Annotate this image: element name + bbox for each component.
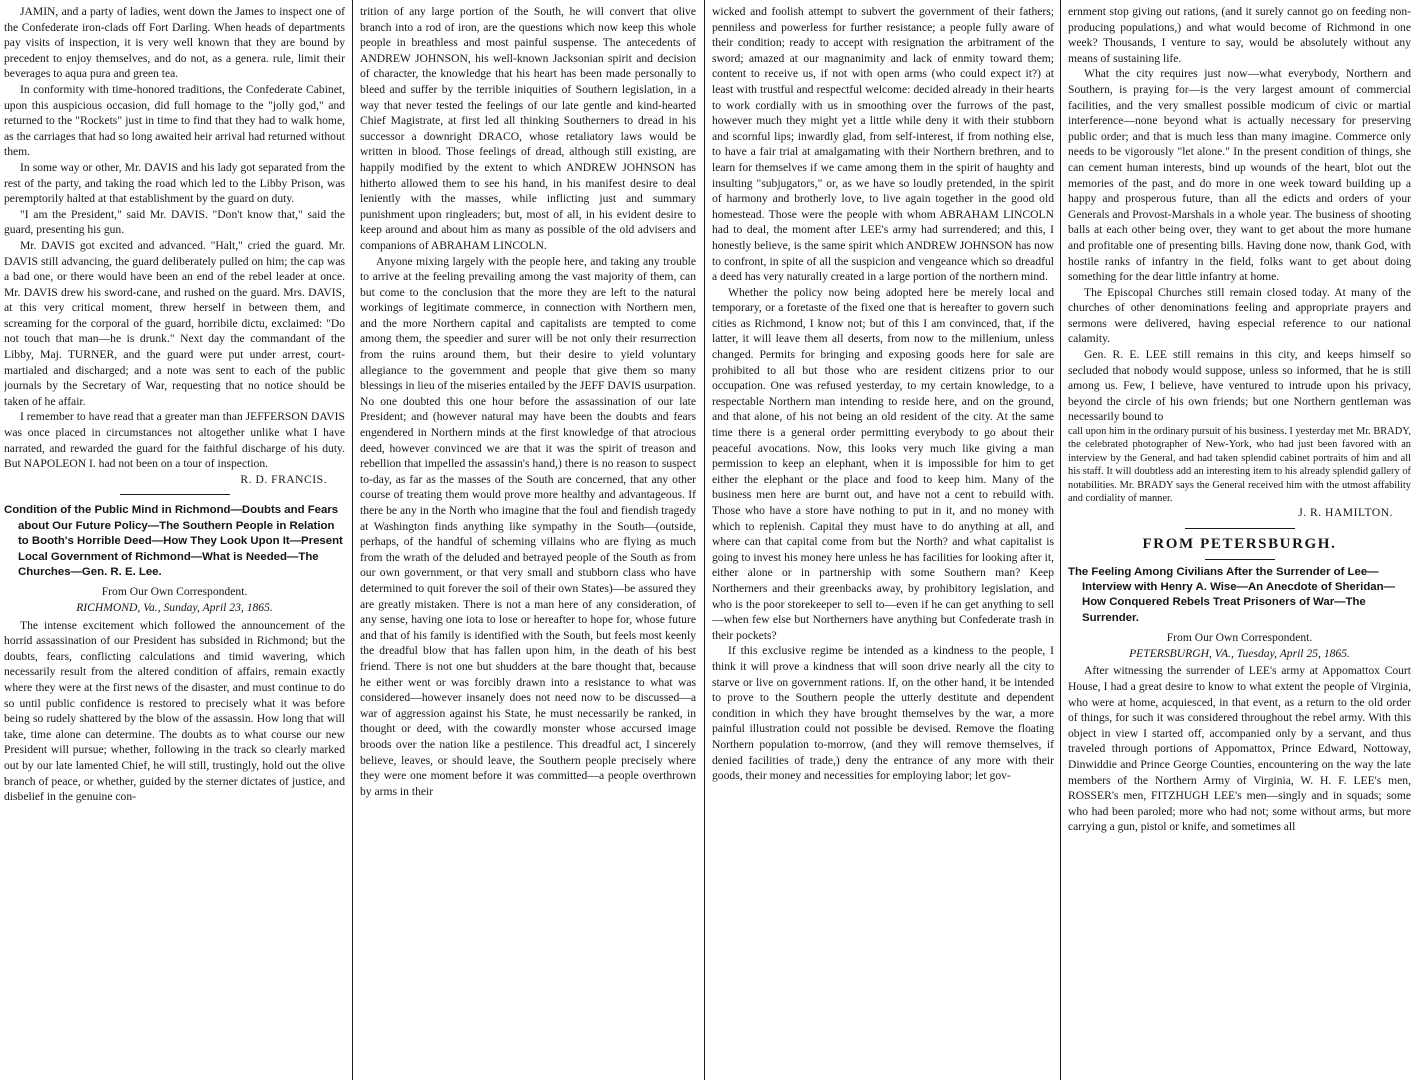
section-divider	[1205, 559, 1275, 560]
article-paragraph: Anyone mixing largely with the people here, and taking any trouble to arrive at the feeling prevailing among the vast majority of them, can but come to the conclusion that the more they are left to the natural workings of legitimate commerce, in connection with Northern men, and the more Northern capital and capitalists are tempted to come among them, the speedier and surer will be not only their resurrection from the ruins around them, but their desire to yield voluntary allegiance to the government and people that give them so many blessings in lieu of the miseries entailed by the JEFF DAVIS usurpation. No one doubted this one hour before the assassination of our late President; and (however natural may have been the doubts and fears engendered in Northern minds at the first knowledge of that atrocious deed, however convinced we are that it was the spirit of treason and rebellion that impelled the assassin's hand,) there is no reason to suspect to-day, as far as the masses of the South are concerned, that any other course of treating them would prove more healthy and advantageous. If there be any in the North who imagine that the foul and fiendish tragedy at Washington finds anything like sympathy in the South—(outside, perhaps, of the handful of scheming villains who are flying as much from the wrath of the deluded and betrayed people of the South as from our own government, or that very small and stubborn class who have determined to quit forever the soil of their own States)—be assured they are greatly mistaken. There is not a man here of any consideration, of any sense, having one iota to lose or hereafter to hope for, whose future and that of his family is identified with the South, but feels most keenly the dreadful blow that has fallen upon him, in the death of his best friend. There is not one but shudders at the bare thought that, because he either went or was forcibly drawn into a resistance to what was considered—however insanely does not need now to be discussed—a war of aggression against his State, he must necessarily be ranked, in thought or deed, with the cowardly monster whose accursed image broods over the nation like a pestilence. This dreadful act, I sincerely believe, leaves, or should leave, the Southern people precisely where they were one moment before it was committed—a people overthrown by arms in their	[360, 254, 696, 798]
article-paragraph: trition of any large portion of the South, he will convert that olive branch into a rod of iron, are the questions which now keep this whole people in breathless and most painful suspense. The antecedents of ANDREW JOHNSON, his well-known Jacksonian spirit and decision of character, the knowledge that his heart has been made personally to bleed and suffer by the terrible iniquities of Southern legislation, in a way that never tested the feelings of our late gentle and kind-hearted Chief Magistrate, at first led all thinking Southerners to dread in his successor a downright DRACO, whose retaliatory laws would be written in blood. Those feelings of dread, although still existing, are happily modified by the extent to which ANDREW JOHNSON has hitherto allowed them to see his hand, in his manifest desire to deal leniently with the masses, while inflicting just and summary punishment upon ringleaders; but, most of all, in his evident desire to keep around and about him as many as possible of the old advisers and companions of ABRAHAM LINCOLN.	[360, 5, 696, 252]
article-paragraph: "I am the President," said Mr. DAVIS. "Don't know that," said the guard, presenting his gun.	[4, 207, 345, 237]
section-banner: FROM PETERSBURGH.	[1142, 536, 1337, 553]
column-1	[4, 4, 345, 1080]
column-rule	[352, 0, 353, 1080]
article-paragraph: The Episcopal Churches still remain closed today. At many of the churches of other denominations feeling and appropriate prayers and sermons were delivered, having especial reference to our national calamity.	[1068, 285, 1411, 346]
column-4	[1068, 4, 1411, 1080]
column-3	[712, 4, 1054, 1080]
article-paragraph: After witnessing the surrender of LEE's army at Appomattox Court House, I had a great desire to know to what extent the people of Virginia, who were at home, acquiesced, in that event, as a return to the old order of things, for such it was considered throughout the rebel army. With this object in view I started off, accompanied only by a servant, and thus traveled through portions of Appomattox, Prince Edward, Nottoway, Dinwiddie and Prince George Counties, encountering on the way the late members of the Northern Army of Virginia, W. H. F. LEE's men, ROSSER's men, FITZHUGH LEE's men—singly and in squads; some who had been paroled; more who had not; some without arms, but more carrying a gun, pistol or knife, and sometimes all	[1068, 664, 1411, 834]
article-paragraph: If this exclusive regime be intended as a kindness to the people, I think it will prove a kindness that will soon drive nearly all the city to starve or live on government rations. If, on the other hand, it be intended to prove to the Southern people the utterly destitute and dependent condition in which they have brought themselves by the war, a more painful illustration could not possible be devised. Remove the floating Northern population to-morrow, (and they will remove themselves, if denied facilities of trade,) deny the entrance of any more with their goods, their money and necessities for employing labor; let gov-	[712, 644, 1054, 783]
article-paragraph: What the city requires just now—what everybody, Northern and Southern, is praying for—is the very largest amount of commercial facilities, and the very smallest possible modicum of civic or martial interference—none beyond what is actually necessary for preserving public order; and that is much less than many imagine. Commerce only needs to be vigorously "let alone." In the present condition of things, she can cement human interests, bind up wounds of the heart, blot out the memories of the past, and do more in one week toward building up a happy and prosperous future, than all the edicts and orders of your Generals and Provost-Marshals in a whole year. The business of shooting balls at each other being over, they want to get about the more humane and profitable one of presenting bills. Having done now, thank God, with hostile ranks of infantry in the field, folks want to get about doing something for the dear little infantry at home.	[1068, 67, 1411, 284]
article-paragraph: call upon him in the ordinary pursuit of his business. I yesterday met Mr. BRADY, the celebrated photographer of New-York, who had just been favored with an interview by the General, and had taken splendid cabinet portraits of him and all his staff. It will doubtless add an interesting item to his already splendid gallery of notabilities. Mr. BRADY says the General received him with the utmost affability and cordiality of manner.	[1068, 426, 1411, 505]
article-paragraph: The intense excitement which followed the announcement of the horrid assassination of our President has subsided in Richmond; but the doubts, fears, conflicting calculations and timid wavering, which necessarily result from the altered condition of affairs, remain exactly where they were at the first news of the disaster, and must continue to do so until public confidence is restored to precisely what it was before being so rudely shattered by the blow of the assassin. How long that will take, time alone can determine. The doubts as to what course our new President will pursue; whether, following in the track so clearly marked out by our late lamented Chief, he will still, trustingly, hold out the olive branch of peace, or whether, guided by the sterner dictates of justice, and disbelief in the genuine con-	[4, 618, 345, 804]
section-divider	[1185, 528, 1295, 529]
section-divider	[120, 494, 230, 495]
article-headline: The Feeling Among Civilians After the Surrender of Lee—Interview with Henry A. Wise—An Anecdote of Sheridan—How Conquered Rebels Treat Prisoners of War—The Surrender.	[1068, 565, 1395, 624]
column-rule	[704, 0, 705, 1080]
article-paragraph: In some way or other, Mr. DAVIS and his lady got separated from the rest of the party, and taking the road which led to the Libby Prison, was peremptorily halted at that establishment by the guard on duty.	[4, 160, 345, 206]
article-paragraph: Mr. DAVIS got excited and advanced. "Halt," cried the guard. Mr. DAVIS still advancing, the guard deliberately pulled on him; the cap was a bad one, or there would have been an end of the rebel leader at once. Mr. DAVIS drew his sword-cane, and rushed on the guard. Mrs. DAVIS, at this very critical moment, threw herself in between them, and screaming for the corporal of the guard, horribile dictu, exclaimed: "Do not touch that man—he is drunk." Next day the commandant of the Libby, Maj. TURNER, and the guard were put under arrest, court-martialed and discharged; and a note was sent to each of the public journals by the Secretary of War, requesting that no notice should be taken of he affair.	[4, 238, 345, 408]
article-paragraph: Whether the policy now being adopted here be merely local and temporary, or a foretaste of the fixed one that is hereafter to govern such cities as Richmond, I know not; but of this I am convinced, that, if the latter, it will leave them all deserts, from now to the millenium, unless changed. Permits for bringing and exposing goods here for sale are prohibited to all but those who are resident citizens prior to our occupation. One was refused yesterday, to my certain knowledge, to a respectable Northern man intending to reside here, and on the ground, and that alone, of his not being an old resident of the city. At the same time there is a general order permitting everybody to go about their peaceful avocations. Now, this looks very much like giving a man permission to keep an elephant, when it is impossible for him to get either the elephant or the place and food to keep him. Many of the business men here are burnt out, and have not a cent to rebuild with. Those who have a store have nothing to put in it, and no money with which to replenish. Capital they must have to do anything at all, and where can that capital come from but the North? and what capitalist is going to invest his money here unless he has facilities for looking after it, either alone or in partnership with some Southern man? Keep Northerners and their greenbacks away, by prohibitory legislation, and who is the poor storekeeper to sell to—even if he can get anything to sell—when few else but Northerners have anything but Confederate trash in their pockets?	[712, 285, 1054, 642]
article-headline: Condition of the Public Mind in Richmond—Doubts and Fears about Our Future Policy—The Southern People in Relation to Booth's Horrible Deed—How They Look Upon It—Present Local Government of Richmond—What is Needed—The Churches—Gen. R. E. Lee.	[4, 504, 343, 579]
article-paragraph: JAMIN, and a party of ladies, went down the James to inspect one of the Confederate iron-clads off Fort Darling. When heads of departments pay visits of inspection, it is very well known that they are bound by precedent to enjoy themselves, and do not, as a genera. rule, limit their beverages to aqua pura and green tea.	[4, 5, 345, 81]
byline: From Our Own Correspondent.	[1166, 631, 1313, 645]
dateline: RICHMOND, Va., Sunday, April 23, 1865.	[76, 601, 273, 615]
article-paragraph: In conformity with time-honored traditions, the Confederate Cabinet, upon this auspicious occasion, did full homage to the "jolly god," and returned to the "Rockets" just in time to find that they had to walk home, as the carriages that had so long awaited heir arrival had returned without them.	[4, 82, 345, 159]
dateline: PETERSBURGH, VA., Tuesday, April 25, 1865.	[1129, 646, 1350, 660]
article-paragraph: Gen. R. E. LEE still remains in this city, and keeps himself so secluded that nobody would suppose, unless so informed, that he is still among us. Few, I believe, have ventured to intrude upon his privacy, beyond the circle of his own friends; but one Northern gentleman was necessarily bound to	[1068, 348, 1411, 424]
byline: From Our Own Correspondent.	[101, 585, 248, 599]
article-paragraph: wicked and foolish attempt to subvert the government of their fathers; penniless and powerless for further resistance; a people fully aware of their condition; ready to accept with resignation the arbitrament of the sword; amazed at our magnanimity and lack of enmity toward them; content to receive us, if not with open arms (who could expect it?) at least with trustful and respectful welcome: decided already in their hearts to work cordially with us in smoothing over the furrows of the past, however much they might yet a little while deny it with their stubborn and scornful lips; inwardly glad, from self-interest, if from nothing else, to have a fair trial at amalgamating with their Northern brethren, and to learn for themselves if we came among them in the spirit of haughty and insulting "subjugators," or, as we have so loudly pretended, in the spirit of harmony and brotherly love, to live again together in the good old homestead. Those were the people with whom ABRAHAM LINCOLN had to deal, the moment after LEE's army had surrendered; and this, I honestly believe, is the same spirit which ANDREW JOHNSON has now to confront, in spite of all the suspicion and vengeance which so dreadful a deed has very naturally created in a large portion of the northern mind.	[712, 5, 1054, 284]
correspondent-signature: J. R. HAMILTON.	[1298, 506, 1393, 520]
article-paragraph: I remember to have read that a greater man than JEFFERSON DAVIS was once placed in circumstances not altogether unlike what I have narrated, and rewarded the guard for the faithful discharge of his duty. But NAPOLEON I. had not been on a tour of inspection.	[4, 410, 345, 471]
column-2	[360, 4, 696, 1080]
article-paragraph: ernment stop giving out rations, (and it surely cannot go on feeding non-producing populations,) and what would become of Richmond in one week? Thousands, I venture to say, would be absolutely without any means of sustaining life.	[1068, 5, 1411, 65]
correspondent-signature: R. D. FRANCIS.	[240, 472, 327, 486]
column-rule	[1060, 0, 1061, 1080]
